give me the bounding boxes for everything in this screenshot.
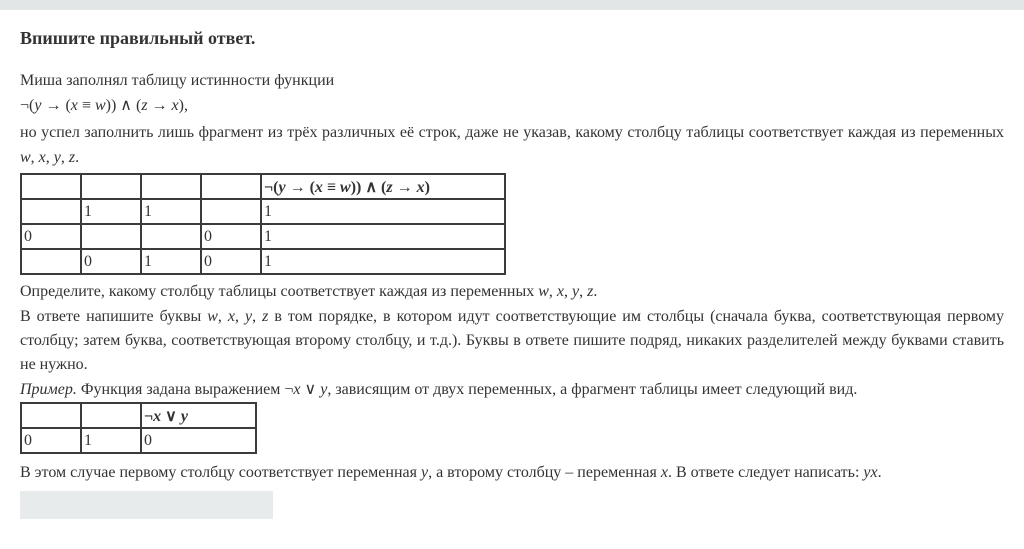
text-run: w bbox=[20, 149, 31, 166]
text-run: → ( bbox=[285, 178, 315, 196]
example-table bbox=[20, 402, 257, 454]
table-cell: 1 bbox=[261, 199, 505, 224]
table-cell bbox=[201, 199, 261, 224]
determine-text bbox=[20, 281, 1004, 302]
table-row bbox=[21, 249, 505, 274]
text-run: z bbox=[262, 308, 269, 325]
text-run: Функция задана выражением ¬ bbox=[76, 381, 294, 398]
text-run: ≡ bbox=[77, 97, 95, 114]
text-run: z bbox=[386, 178, 393, 196]
text-run: , bbox=[579, 283, 588, 300]
example-intro-text bbox=[20, 379, 1004, 400]
text-run: в том порядке, в котором идут соответствующие им столбцы (сначала буква, соответствующая первому столбцу; затем буква, соответствующая второму столбцу, и т.д.). Буквы в ответе пишите подряд, никаких разделителей между буквами ставить не нужно. bbox=[20, 308, 1005, 373]
table-row bbox=[21, 199, 505, 224]
table-cell: 0 bbox=[201, 249, 261, 274]
table-cell: 0 bbox=[201, 224, 261, 249]
table-cell: 1 bbox=[261, 224, 505, 249]
table-row bbox=[21, 428, 256, 453]
text-run: z bbox=[68, 149, 76, 166]
text-run: В ответе напишите буквы bbox=[20, 308, 208, 325]
table-cell bbox=[141, 224, 201, 249]
text-run: w bbox=[340, 178, 351, 196]
truth-table bbox=[20, 173, 506, 275]
formula-header-cell bbox=[261, 174, 505, 199]
text-run: )) ∧ ( bbox=[350, 178, 387, 196]
text-run: y bbox=[53, 149, 61, 166]
text-run: , bbox=[252, 308, 263, 325]
example-table-header-row bbox=[21, 403, 256, 428]
text-run: x bbox=[314, 178, 323, 196]
text-run: z bbox=[141, 97, 148, 114]
text-run: ∨ bbox=[161, 407, 181, 425]
text-run: , bbox=[235, 308, 246, 325]
text-run: , зависящим от двух переменных, а фрагмент таблицы имеет следующий вид. bbox=[327, 381, 858, 398]
text-run: → ( bbox=[41, 97, 71, 114]
text-run: x bbox=[227, 308, 236, 325]
text-run: x bbox=[171, 97, 179, 114]
table-cell: 1 bbox=[141, 199, 201, 224]
text-run: yx bbox=[863, 464, 878, 481]
text-run: ≡ bbox=[322, 178, 341, 196]
table-cell: 0 bbox=[21, 428, 81, 453]
task-content bbox=[0, 28, 1024, 519]
text-run: Определите, какому столбцу таблицы соответствует каждая из переменных bbox=[20, 283, 539, 300]
text-run: y bbox=[278, 178, 286, 196]
empty-header-cell bbox=[21, 174, 81, 199]
table-row bbox=[21, 224, 505, 249]
text-run: , bbox=[548, 283, 557, 300]
text-run: , bbox=[564, 283, 572, 300]
text-run: , а второму столбцу – переменная bbox=[428, 464, 661, 481]
table-cell bbox=[21, 249, 81, 274]
text-run: x bbox=[70, 97, 78, 114]
empty-header-cell bbox=[201, 174, 261, 199]
text-run: → bbox=[392, 178, 417, 196]
example-explanation-text bbox=[20, 462, 1004, 483]
text-run: . В ответе следует написать: bbox=[667, 464, 864, 481]
text-run: ¬ bbox=[144, 407, 154, 425]
table-cell: 1 bbox=[81, 428, 141, 453]
text-run: x bbox=[38, 149, 46, 166]
table-cell: 1 bbox=[261, 249, 505, 274]
text-run: x bbox=[660, 464, 668, 481]
example-formula-header-cell bbox=[141, 403, 256, 428]
table-cell: 0 bbox=[141, 428, 256, 453]
text-run: y bbox=[180, 407, 188, 425]
text-run: y bbox=[572, 283, 580, 300]
text-run: ¬( bbox=[20, 97, 35, 114]
answer-rules-text bbox=[20, 305, 1004, 377]
empty-header-cell bbox=[21, 403, 81, 428]
text-run: w bbox=[538, 283, 549, 300]
table-cell: 0 bbox=[81, 249, 141, 274]
text-run: y bbox=[420, 464, 429, 481]
text-run: В этом случае первому столбцу соответствует переменная bbox=[20, 464, 421, 481]
table-cell: 1 bbox=[141, 249, 201, 274]
text-run: , bbox=[217, 308, 228, 325]
page-title: Впишите правильный ответ. bbox=[20, 28, 256, 48]
fragment-note-text bbox=[20, 120, 1004, 170]
table-cell: 1 bbox=[81, 199, 141, 224]
truth-table-header-row bbox=[21, 174, 505, 199]
text-run: . bbox=[877, 464, 882, 481]
text-run: . bbox=[593, 283, 598, 300]
text-run: . bbox=[75, 149, 80, 166]
truth-table-body bbox=[21, 199, 505, 274]
text-run: w bbox=[94, 97, 106, 114]
text-run: → bbox=[147, 97, 172, 114]
text-run: )) ∧ ( bbox=[105, 97, 142, 114]
text-run: , bbox=[60, 149, 69, 166]
table-cell bbox=[21, 199, 81, 224]
text-run: y bbox=[245, 308, 253, 325]
text-run: Миша заполнял таблицу истинности функции bbox=[20, 72, 335, 89]
text-run: ∨ bbox=[300, 381, 321, 398]
text-run: ¬( bbox=[264, 178, 279, 196]
example-table-body bbox=[21, 428, 256, 453]
top-bar bbox=[0, 0, 1024, 10]
text-run: y bbox=[320, 381, 328, 398]
text-run: x bbox=[153, 407, 162, 425]
text-run: но успел заполнить лишь фрагмент из трёх различных её строк, даже не указав, какому столбцу таблицы соответствует каждая из переменных bbox=[20, 124, 1004, 141]
text-run: z bbox=[587, 283, 594, 300]
text-run: x bbox=[293, 381, 301, 398]
empty-header-cell bbox=[141, 174, 201, 199]
text-run: x bbox=[556, 283, 564, 300]
text-run: ) bbox=[424, 178, 430, 196]
text-run: ), bbox=[178, 97, 188, 114]
text-run: , bbox=[45, 149, 54, 166]
text-run: w bbox=[207, 308, 218, 325]
answer-input[interactable] bbox=[20, 491, 273, 519]
table-cell bbox=[81, 224, 141, 249]
text-run: Пример. bbox=[20, 381, 77, 398]
table-cell: 0 bbox=[21, 224, 81, 249]
formula-line bbox=[20, 95, 1004, 116]
empty-header-cell bbox=[81, 174, 141, 199]
intro-text bbox=[20, 70, 1004, 91]
text-run: , bbox=[30, 149, 39, 166]
empty-header-cell bbox=[81, 403, 141, 428]
text-run: x bbox=[416, 178, 425, 196]
text-run: y bbox=[34, 97, 42, 114]
